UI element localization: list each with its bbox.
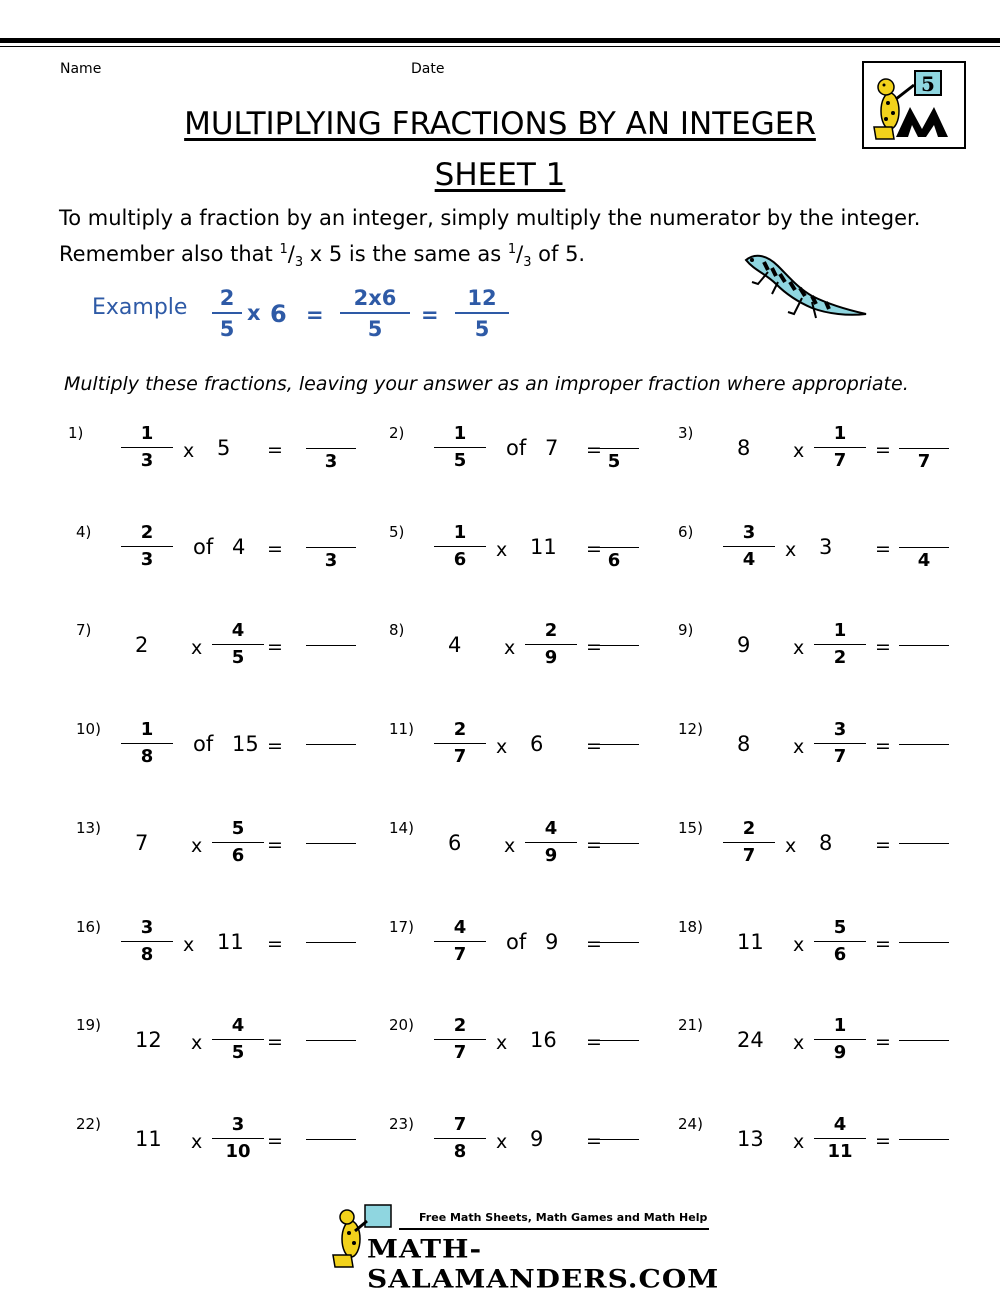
denominator: 9 xyxy=(833,1042,847,1064)
problem-number: 14) xyxy=(389,818,414,837)
problem-integer: 4 xyxy=(448,633,462,658)
problem-number: 9) xyxy=(678,621,694,640)
intro-line-1: To multiply a fraction by an integer, simply multiply the numerator by the integer. xyxy=(59,206,921,230)
numerator: 2 xyxy=(434,720,486,744)
problem-integer: 8 xyxy=(819,830,833,855)
problem-operator: x xyxy=(191,1130,203,1153)
problem-equals: = xyxy=(875,537,891,560)
problem-fraction xyxy=(212,819,264,866)
name-label: Name xyxy=(60,61,102,77)
denominator: 6 xyxy=(453,548,467,570)
numerator: 4 xyxy=(525,819,577,843)
numerator: 4 xyxy=(212,621,264,645)
answer-blank xyxy=(899,843,949,847)
problem-fraction xyxy=(212,1115,264,1162)
problem-number: 10) xyxy=(76,720,101,739)
problem-equals: = xyxy=(267,636,283,659)
denominator: 7 xyxy=(453,1042,467,1064)
denominator: 5 xyxy=(453,450,467,471)
answer-blank xyxy=(589,942,639,946)
problem-equals: = xyxy=(875,1129,891,1152)
problem-integer: 4 xyxy=(232,534,246,559)
problem-operator: x xyxy=(793,736,805,759)
problem-equals: = xyxy=(875,1031,891,1054)
numerator: 1 xyxy=(121,424,173,448)
problem-fraction xyxy=(121,523,173,570)
problem-operator: of xyxy=(506,436,527,460)
problem-equals: = xyxy=(267,1129,283,1152)
problem-equals: = xyxy=(267,537,283,560)
answer-blank: 7 xyxy=(899,448,949,472)
problem-fraction xyxy=(525,621,577,668)
grade-number: 5 xyxy=(921,72,935,96)
top-rule xyxy=(0,38,1000,43)
answer-blank: 5 xyxy=(589,448,639,472)
numerator: 2 xyxy=(723,819,775,843)
problem-equals: = xyxy=(586,1129,602,1152)
answer-blank: 3 xyxy=(306,547,356,571)
problem-fraction xyxy=(723,523,775,570)
problem-integer: 2 xyxy=(135,633,149,658)
problem-equals: = xyxy=(267,735,283,758)
intro-line-2: Remember also that $^1/_3$ x 5 is the same as $^1/_3$ of 5. xyxy=(59,242,586,271)
numerator: 3 xyxy=(814,720,866,744)
problem-number: 4) xyxy=(76,522,92,541)
problem-fraction xyxy=(212,621,264,668)
numerator: 5 xyxy=(212,819,264,843)
problem-fraction xyxy=(434,918,486,965)
problem-fraction xyxy=(814,1016,866,1063)
problem-fraction xyxy=(525,819,577,866)
answer-blank xyxy=(899,1139,949,1143)
problem-number: 3) xyxy=(678,424,694,442)
salamander-icon xyxy=(738,244,870,324)
problem-fraction xyxy=(434,1115,486,1162)
answer-blank xyxy=(589,1040,639,1044)
problem-number: 15) xyxy=(678,818,703,837)
problem-equals: = xyxy=(586,537,602,560)
answer-blank: 6 xyxy=(589,547,639,571)
problem-integer: 8 xyxy=(737,732,751,757)
problem-integer: 11 xyxy=(135,1126,162,1151)
problem-fraction xyxy=(121,720,173,767)
problem-fraction xyxy=(434,523,486,570)
denominator: 9 xyxy=(544,647,558,669)
denominator: 3 xyxy=(140,450,154,471)
example-times: x xyxy=(247,301,261,325)
denominator: 10 xyxy=(225,1140,251,1162)
answer-blank xyxy=(589,1139,639,1143)
problem-fraction xyxy=(723,819,775,866)
problem-integer: 11 xyxy=(737,929,764,954)
example-fraction-1: 2 5 xyxy=(212,286,242,341)
numerator: 1 xyxy=(121,720,173,744)
problem-fraction xyxy=(814,1115,866,1162)
problem-operator: x xyxy=(793,1130,805,1153)
numerator: 1 xyxy=(434,523,486,547)
answer-blank xyxy=(306,645,356,649)
denominator: 7 xyxy=(453,746,467,768)
problem-operator: x xyxy=(793,440,805,462)
numerator: 5 xyxy=(814,918,866,942)
top-rule-thin xyxy=(0,46,1000,47)
problem-number: 22) xyxy=(76,1114,101,1133)
denominator: 3 xyxy=(140,548,154,570)
problem-operator: x xyxy=(793,1032,805,1055)
problem-number: 1) xyxy=(68,424,84,442)
denominator: 11 xyxy=(827,1140,853,1162)
answer-blank xyxy=(899,942,949,946)
answer-blank xyxy=(589,645,639,649)
worksheet-title: MULTIPLYING FRACTIONS BY AN INTEGER xyxy=(184,106,816,142)
problem-equals: = xyxy=(875,439,891,461)
denominator: 9 xyxy=(544,844,558,866)
denominator: 8 xyxy=(453,1140,467,1162)
numerator: 4 xyxy=(814,1115,866,1139)
math-salamanders-logo-icon xyxy=(327,1203,720,1294)
numerator: 2 xyxy=(434,1016,486,1040)
instructions: Multiply these fractions, leaving your answer as an improper fraction where appropriate. xyxy=(64,373,909,395)
answer-blank xyxy=(306,843,356,847)
problem-operator: x xyxy=(496,538,508,561)
problem-integer: 9 xyxy=(530,1126,544,1151)
problem-equals: = xyxy=(875,636,891,659)
example-equals-2: = xyxy=(421,303,439,327)
problem-integer: 7 xyxy=(545,436,559,460)
answer-blank xyxy=(306,1139,356,1143)
problem-operator: x xyxy=(785,834,797,857)
denominator: 5 xyxy=(231,1042,245,1064)
problem-operator: x xyxy=(793,933,805,956)
problem-number: 6) xyxy=(678,522,694,541)
problem-fraction xyxy=(434,1016,486,1063)
answer-blank xyxy=(589,843,639,847)
answer-blank xyxy=(899,1040,949,1044)
problem-number: 20) xyxy=(389,1016,414,1035)
answer-blank xyxy=(899,645,949,649)
answer-blank: 3 xyxy=(306,448,356,472)
problem-operator: x xyxy=(496,1130,508,1153)
problem-fraction xyxy=(814,720,866,767)
example-integer: 6 xyxy=(270,300,287,328)
date-label: Date xyxy=(411,61,445,77)
numerator: 1 xyxy=(434,424,486,448)
answer-blank xyxy=(306,744,356,748)
numerator: 3 xyxy=(212,1115,264,1139)
numerator: 4 xyxy=(434,918,486,942)
problem-operator: x xyxy=(191,637,203,660)
denominator: 5 xyxy=(231,647,245,669)
problem-number: 21) xyxy=(678,1016,703,1035)
problem-fraction xyxy=(814,424,866,471)
numerator: 2 xyxy=(525,621,577,645)
numerator: 3 xyxy=(121,918,173,942)
example-equals-1: = xyxy=(306,303,324,327)
numerator: 1 xyxy=(814,1016,866,1040)
problem-operator: x xyxy=(191,834,203,857)
answer-blank xyxy=(899,744,949,748)
problem-operator: x xyxy=(496,736,508,759)
problem-number: 17) xyxy=(389,917,414,936)
denominator: 7 xyxy=(742,844,756,866)
problem-integer: 5 xyxy=(217,436,231,460)
problem-equals: = xyxy=(267,1031,283,1054)
problem-operator: of xyxy=(193,732,214,757)
footer-brand: MATH-SALAMANDERS.COM xyxy=(367,1234,720,1294)
problem-equals: = xyxy=(586,439,602,461)
denominator: 7 xyxy=(833,746,847,768)
example-label: Example xyxy=(92,295,188,320)
problem-equals: = xyxy=(267,833,283,856)
problem-integer: 3 xyxy=(819,534,833,559)
answer-blank xyxy=(306,1040,356,1044)
problem-fraction xyxy=(121,918,173,965)
problem-equals: = xyxy=(875,735,891,758)
problem-operator: x xyxy=(183,440,195,462)
problem-integer: 13 xyxy=(737,1126,764,1151)
numerator: 7 xyxy=(434,1115,486,1139)
problem-operator: x xyxy=(191,1032,203,1055)
denominator: 8 xyxy=(140,943,154,965)
problem-integer: 9 xyxy=(737,633,751,658)
problem-integer: 15 xyxy=(232,732,259,757)
denominator: 4 xyxy=(742,548,756,570)
problem-number: 16) xyxy=(76,917,101,936)
problem-equals: = xyxy=(267,932,283,955)
answer-blank xyxy=(589,744,639,748)
problem-fraction xyxy=(434,720,486,767)
problem-operator: x xyxy=(785,538,797,561)
problem-fraction xyxy=(121,424,173,471)
problem-equals: = xyxy=(267,439,283,461)
numerator: 3 xyxy=(723,523,775,547)
problem-operator: x xyxy=(496,1032,508,1055)
problem-integer: 8 xyxy=(737,436,751,460)
denominator: 7 xyxy=(453,943,467,965)
problem-number: 7) xyxy=(76,621,92,640)
problem-number: 23) xyxy=(389,1114,414,1133)
problem-equals: = xyxy=(586,833,602,856)
numerator: 4 xyxy=(212,1016,264,1040)
problem-operator: of xyxy=(193,534,214,559)
footer-tagline: Free Math Sheets, Math Games and Math Help xyxy=(419,1211,708,1224)
denominator: 6 xyxy=(833,943,847,965)
problem-integer: 12 xyxy=(135,1028,162,1053)
numerator: 1 xyxy=(814,424,866,448)
example-fraction-3: 12 5 xyxy=(455,286,509,341)
problem-integer: 24 xyxy=(737,1028,764,1053)
worksheet-subtitle: SHEET 1 xyxy=(434,157,566,193)
problem-equals: = xyxy=(586,636,602,659)
problem-operator: x xyxy=(793,637,805,660)
problem-number: 5) xyxy=(389,522,405,541)
problem-number: 18) xyxy=(678,917,703,936)
problem-fraction xyxy=(434,424,486,471)
problem-equals: = xyxy=(586,1031,602,1054)
denominator: 6 xyxy=(231,844,245,866)
problem-operator: x xyxy=(504,834,516,857)
problem-number: 12) xyxy=(678,720,703,739)
problem-operator: x xyxy=(504,637,516,660)
problem-number: 24) xyxy=(678,1114,703,1133)
denominator: 8 xyxy=(140,746,154,768)
problem-number: 8) xyxy=(389,621,405,640)
numerator: 2 xyxy=(121,523,173,547)
problem-operator: of xyxy=(506,929,527,954)
problem-equals: = xyxy=(586,932,602,955)
problem-fraction xyxy=(814,918,866,965)
problem-number: 11) xyxy=(389,720,414,739)
problem-integer: 7 xyxy=(135,830,149,855)
problem-integer: 11 xyxy=(217,929,244,954)
answer-blank: 4 xyxy=(899,547,949,571)
problem-integer: 6 xyxy=(448,830,462,855)
problem-operator: x xyxy=(183,933,195,956)
problem-integer: 16 xyxy=(530,1028,557,1053)
problem-integer: 6 xyxy=(530,732,544,757)
problem-equals: = xyxy=(586,735,602,758)
problem-number: 13) xyxy=(76,818,101,837)
problem-fraction xyxy=(212,1016,264,1063)
problem-number: 2) xyxy=(389,424,405,442)
problem-equals: = xyxy=(875,932,891,955)
numerator: 1 xyxy=(814,621,866,645)
denominator: 2 xyxy=(833,647,847,669)
problem-fraction xyxy=(814,621,866,668)
problem-integer: 9 xyxy=(545,929,559,954)
answer-blank xyxy=(306,942,356,946)
problem-integer: 11 xyxy=(530,534,557,559)
problem-number: 19) xyxy=(76,1016,101,1035)
example-fraction-2: 2x6 5 xyxy=(340,286,410,341)
problem-equals: = xyxy=(875,833,891,856)
denominator: 7 xyxy=(833,450,847,471)
